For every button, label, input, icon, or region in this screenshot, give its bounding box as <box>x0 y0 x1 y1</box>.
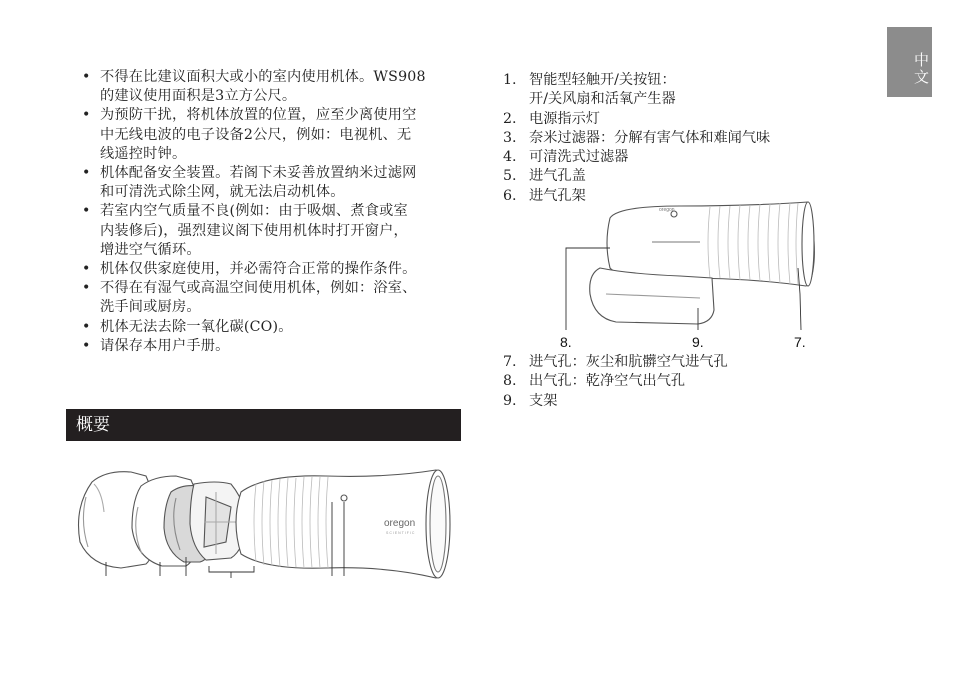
list-item: • 机体配备安全装置。若阁下未妥善放置纳米过滤网 和可清洗式除尘网，就无法启动机体。 <box>82 165 417 201</box>
parts-list-bottom <box>503 353 728 411</box>
language-tab[interactable]: 中文 <box>887 27 932 97</box>
list-item: • 请保存本用户手册。 <box>82 337 230 354</box>
list-item: 8. 出气孔：乾净空气出气孔 <box>503 373 686 390</box>
brand-logo-text: oregon <box>659 207 675 213</box>
section-header-overview: 概要 <box>66 409 461 441</box>
parts-list-top <box>503 71 770 206</box>
callout-9: 9. <box>692 334 704 350</box>
list-item: 4. 可清洗式过滤器 <box>503 149 629 166</box>
safety-notes-list <box>80 68 462 356</box>
brand-logo-subtext: SCIENTIFIC <box>386 531 416 535</box>
list-item: • 机体仅供家庭使用，并必需符合正常的操作条件。 <box>82 261 417 278</box>
list-item: 6. 进气孔架 <box>503 187 586 204</box>
list-item: • 若室内空气质量不良(例如：由于吸烟、煮食或室 内装修后)，强烈建议阁下使用机体时打开窗户， 增进空气循环。 <box>82 203 408 258</box>
list-item: 5. 进气孔盖 <box>503 168 586 185</box>
list-item: • 不得在比建议面积大或小的室内使用机体。WS908 的建议使用面积是3立方公尺。 <box>82 69 426 105</box>
list-item: 9. 支架 <box>503 392 558 409</box>
list-item: 7. 进气孔：灰尘和肮髒空气进气孔 <box>503 354 728 370</box>
list-item: • 为预防干扰，将机体放置的位置，应至少离使用空 中无线电波的电子设备2公尺，例如：电视机、无 线遥控时钟。 <box>82 107 417 162</box>
callout-8: 8. <box>560 334 572 350</box>
list-item: • 不得在有湿气或高温空间使用机体，例如：浴室、 洗手间或厨房。 <box>82 280 417 316</box>
brand-logo-text: oregon <box>384 518 416 529</box>
assembled-product-illustration <box>560 198 820 333</box>
list-item: • 机体无法去除一氧化碳(CO)。 <box>82 318 293 335</box>
callout-7: 7. <box>794 334 806 350</box>
list-item: 3. 奈米过滤器：分解有害气体和难闻气味 <box>503 129 771 146</box>
exploded-view-illustration <box>66 462 461 592</box>
list-item: 2. 电源指示灯 <box>503 110 600 127</box>
list-item: 1. 智能型轻触开/关按钮： 开/关风扇和活氧产生器 <box>503 72 676 108</box>
